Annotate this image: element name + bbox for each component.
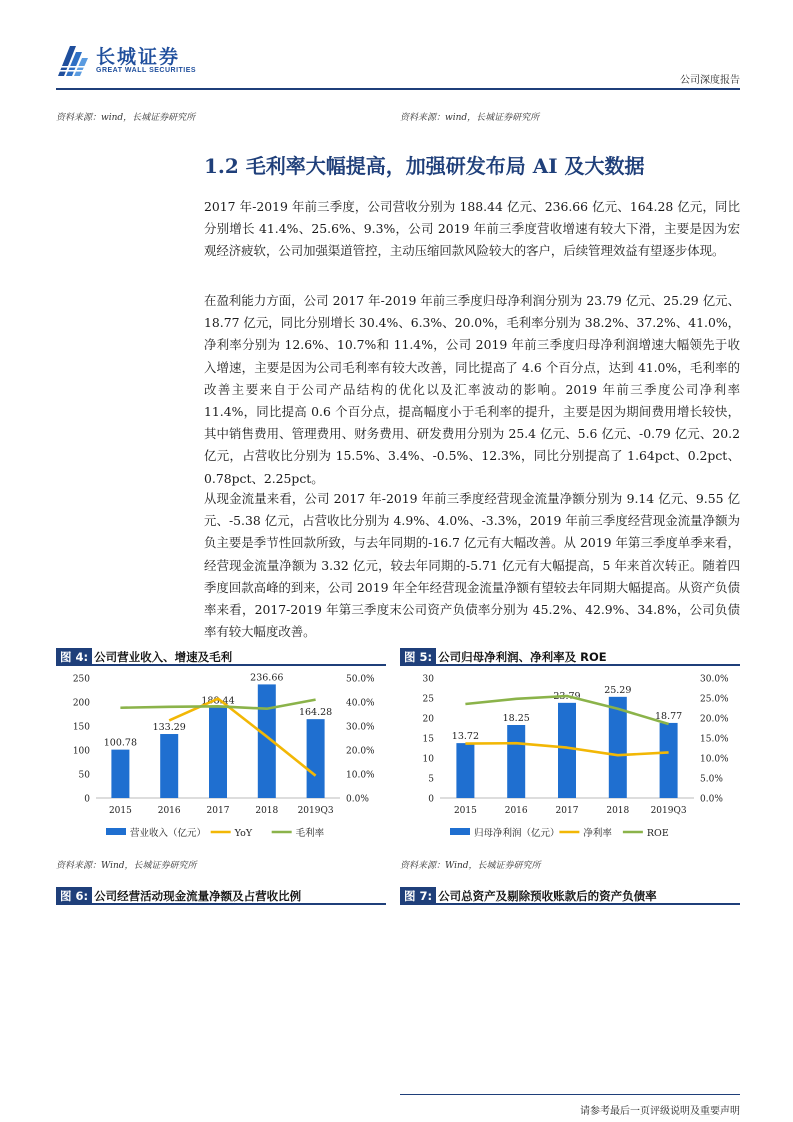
figure-5-title-bar	[400, 646, 740, 666]
y-right-tick-label: 20.0%	[346, 746, 375, 757]
figure-6-title: 公司经营活动现金流量净额及占营收比例	[94, 889, 302, 903]
y-left-tick-label: 100	[72, 746, 90, 757]
y-left-tick-label: 50	[78, 770, 90, 781]
figure-7-tag: 图 7:	[400, 887, 436, 905]
bar-data-label: 25.29	[604, 684, 632, 696]
paragraph-cashflow: 从现金流量来看，公司 2017 年-2019 年前三季度经营现金流量净额分别为 9.14 亿元、9.55 亿元、-5.38 亿元，占营收比分别为 4.9%、4.0%、-3.3%，2019 年前三季度经营现金流量净额为负主要是季节性回款所致，与去年同期的-16.7 亿元有大幅改善。从 2019 年第三季度单季来看，经营现金流量净额为 3.32 亿元，较去年同期的-5.71 亿元有大幅提高，5 年来首次转正。随着四季度回款高峰的到来，公司 2019 年全年经营现金流量净额有望较去年同期大幅提高。从资产负债率来看，2017-2019 年第三季度末公司资产负债率分别为 45.2%、42.9%、34.8%，公司负债率有较大幅度改善。	[204, 491, 740, 640]
y-right-tick-label: 5.0%	[700, 774, 723, 785]
bar	[307, 719, 325, 798]
report-type-label: 公司深度报告	[680, 75, 740, 86]
y-right-tick-label: 30.0%	[346, 722, 375, 733]
y-left-tick-label: 25	[422, 694, 434, 705]
y-right-tick-label: 50.0%	[346, 674, 375, 685]
figure-6-tag: 图 6:	[56, 887, 92, 905]
y-left-tick-label: 0	[84, 794, 90, 805]
y-right-tick-label: 15.0%	[700, 734, 729, 745]
figure-4-title-bar	[56, 646, 386, 666]
company-logo-icon	[56, 44, 90, 78]
figure-5-source: 资料来源：Wind，长城证券研究所	[400, 861, 541, 871]
legend-label: 营业收入（亿元）	[130, 828, 207, 839]
y-right-tick-label: 40.0%	[346, 698, 375, 709]
bar-data-label: 236.66	[250, 672, 284, 684]
x-tick-label: 2016	[504, 806, 528, 816]
bar	[456, 743, 474, 798]
bar-data-label: 18.77	[654, 710, 683, 722]
y-right-tick-label: 25.0%	[700, 694, 729, 705]
bar-data-label: 188.44	[201, 695, 235, 707]
figure-7-title-bar	[400, 885, 740, 905]
legend-label: ROE	[646, 828, 669, 839]
figure-6-title-bar	[56, 885, 386, 905]
brand-name-cn: 长城证券	[96, 46, 181, 68]
paragraph-revenue: 2017 年-2019 年前三季度，公司营收分别为 188.44 亿元、236.66 亿元、164.28 亿元，同比分别增长 41.4%、25.6%、9.3%，公司 2019 年前三季度营收增速有较大下滑，主要是因为宏观经济疲软，公司加强渠道管控，主动压缩回款风险较大的客户，后续管理效益有望逐步体现。	[204, 199, 740, 259]
legend-label: 毛利率	[295, 828, 325, 839]
top-source-left: 资料来源：wind，长城证券研究所	[56, 113, 196, 123]
y-right-tick-label: 0.0%	[700, 794, 723, 805]
bar	[160, 734, 178, 798]
x-tick-label: 2019Q3	[297, 806, 334, 816]
x-tick-label: 2017	[555, 806, 579, 816]
x-tick-label: 2018	[255, 806, 279, 816]
bar	[507, 725, 525, 798]
legend-swatch-bar	[106, 828, 126, 835]
series-line-1	[169, 699, 315, 776]
legend-label: 归母净利润（亿元）	[474, 828, 560, 839]
y-left-tick-label: 5	[428, 774, 434, 785]
chart-revenue	[56, 668, 386, 848]
figure-4-tag: 图 4:	[56, 648, 92, 666]
y-right-tick-label: 20.0%	[700, 714, 729, 725]
x-tick-label: 2016	[157, 806, 181, 816]
section-title: 1.2 毛利率大幅提高，加强研发布局 AI 及大数据	[204, 154, 645, 178]
y-left-tick-label: 0	[428, 794, 434, 805]
y-right-tick-label: 0.0%	[346, 794, 369, 805]
legend-swatch-bar	[450, 828, 470, 835]
figure-4-title: 公司营业收入、增速及毛利	[94, 650, 233, 664]
chart-net-profit	[400, 668, 740, 848]
bar-data-label: 18.25	[502, 713, 530, 724]
figure-4-source: 资料来源：Wind，长城证券研究所	[56, 861, 197, 871]
y-left-tick-label: 150	[72, 722, 90, 733]
bar-data-label: 13.72	[451, 731, 480, 743]
x-tick-label: 2015	[108, 806, 132, 816]
figure-7-title: 公司总资产及剔除预收账款后的资产负债率	[438, 889, 657, 903]
figure-5-tag: 图 5:	[400, 648, 436, 666]
footer-disclaimer: 请参考最后一页评级说明及重要声明	[580, 1106, 740, 1117]
footer-divider	[400, 1094, 740, 1095]
bar-data-label: 133.29	[152, 722, 186, 734]
bar	[660, 723, 678, 798]
bar-data-label: 23.79	[553, 690, 581, 702]
figure-5-title: 公司归母净利润、净利率及 ROE	[438, 650, 607, 664]
bar-data-label: 100.78	[103, 737, 138, 749]
paragraph-profitability: 在盈利能力方面，公司 2017 年-2019 年前三季度归母净利润分别为 23.79 亿元、25.29 亿元、18.77 亿元，同比分别增长 30.4%、6.3%、20.0%，毛利率分别为 38.2%、37.2%、41.0%，净利率分别为 12.6%、10.7%和 11.4%，公司 2019 年前三季度归母净利润增速大幅领先于收入增速，主要是因为公司毛利率有较大改善，同比提高了 4.6 个百分点，达到 41.0%，毛利率的改善主要来自于公司产品结构的优化以及汇率波动的影响。2019 年前三季度公司净利率 11.4%，同比提高 0.6 个百分点，提高幅度小于毛利率的提升，主要是因为期间费用增长较快，其中销售费用、管理费用、财务费用、研发费用分别为 25.4 亿元、5.6 亿元、-0.79 亿元、20.2 亿元，占营收比分别为 15.5%、3.4%、-0.5%、12.3%，同比分别提高了 1.64pct、0.2pct、0.78pct、2.25pct。	[204, 293, 740, 486]
bar	[558, 703, 576, 798]
x-tick-label: 2019Q3	[650, 806, 687, 816]
bar	[111, 750, 129, 798]
x-tick-label: 2018	[606, 806, 630, 816]
bar	[209, 708, 227, 798]
y-right-tick-label: 30.0%	[700, 674, 729, 685]
legend-label: 净利率	[583, 828, 612, 839]
legend-label: YoY	[234, 828, 253, 839]
y-left-tick-label: 15	[422, 734, 434, 745]
y-right-tick-label: 10.0%	[700, 754, 729, 765]
y-left-tick-label: 200	[72, 698, 90, 709]
top-source-right: 资料来源：wind，长城证券研究所	[400, 113, 540, 123]
y-left-tick-label: 250	[72, 674, 90, 685]
brand-name-en: GREAT WALL SECURITIES	[96, 67, 197, 74]
bar-data-label: 164.28	[298, 707, 333, 719]
y-left-tick-label: 30	[422, 674, 434, 685]
header-divider	[56, 88, 740, 90]
x-tick-label: 2015	[453, 806, 477, 816]
x-tick-label: 2017	[206, 806, 230, 816]
y-right-tick-label: 10.0%	[346, 770, 375, 781]
y-left-tick-label: 20	[422, 714, 434, 725]
y-left-tick-label: 10	[422, 754, 434, 765]
